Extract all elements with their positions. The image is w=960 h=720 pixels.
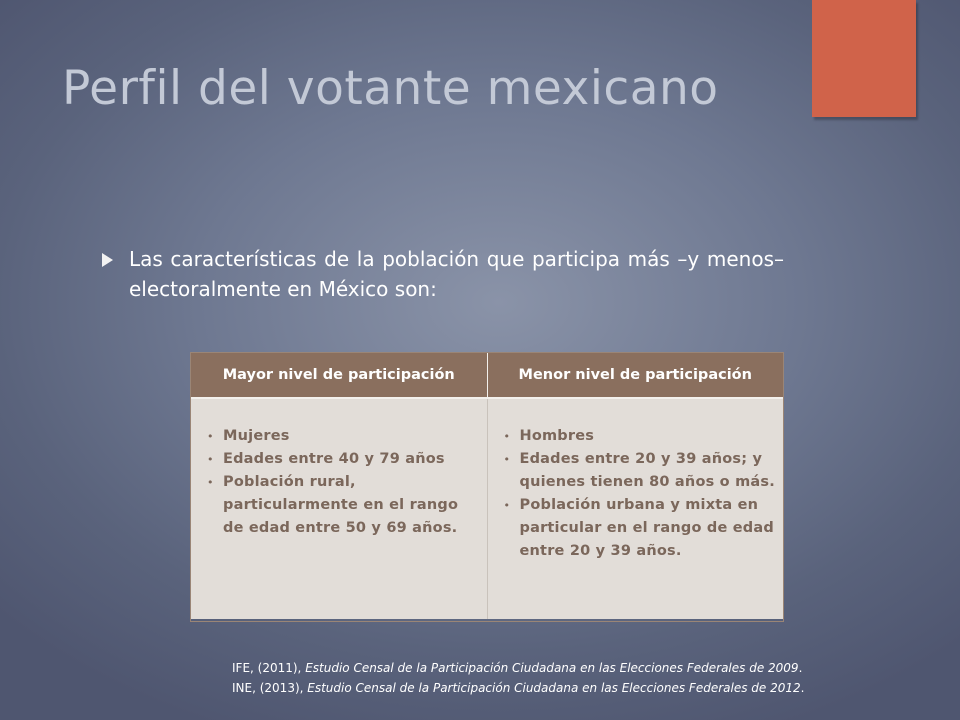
reference-item: IFE, (2011), Estudio Censal de la Participación Ciudadana en las Elecciones Federales de 2009. (232, 661, 803, 675)
list-item: • Población rural, particularmente en el rango de edad entre 50 y 69 años. (223, 471, 481, 540)
list-item: • Edades entre 40 y 79 años (223, 448, 481, 471)
main-bullet-text: Las características de la población que participa más –y menos– electoralmente en México son: (129, 247, 784, 301)
participation-table (190, 352, 784, 622)
list-mayor (205, 425, 481, 540)
cell-mayor (191, 399, 487, 619)
list-item: • Hombres (520, 425, 778, 448)
main-bullet (102, 244, 784, 304)
table-header-row (191, 353, 783, 399)
list-item: • Población urbana y mixta en particular en el rango de edad entre 20 y 39 años. (520, 494, 778, 563)
right-triangle-arrow-icon (102, 253, 113, 267)
accent-rectangle (812, 0, 916, 117)
cell-menor (487, 399, 784, 619)
list-item: • Edades entre 20 y 39 años; y quienes tienen 80 años o más. (520, 448, 778, 494)
reference-item: INE, (2013), Estudio Censal de la Participación Ciudadana en las Elecciones Federales de 2012. (232, 681, 805, 695)
slide-title: Perfil del votante mexicano (62, 61, 719, 116)
references (232, 658, 932, 698)
header-mayor: Mayor nivel de participación (191, 353, 487, 399)
header-menor: Menor nivel de participación (487, 353, 784, 399)
list-menor (502, 425, 778, 563)
table-body-row (191, 399, 783, 619)
list-item: • Mujeres (223, 425, 481, 448)
